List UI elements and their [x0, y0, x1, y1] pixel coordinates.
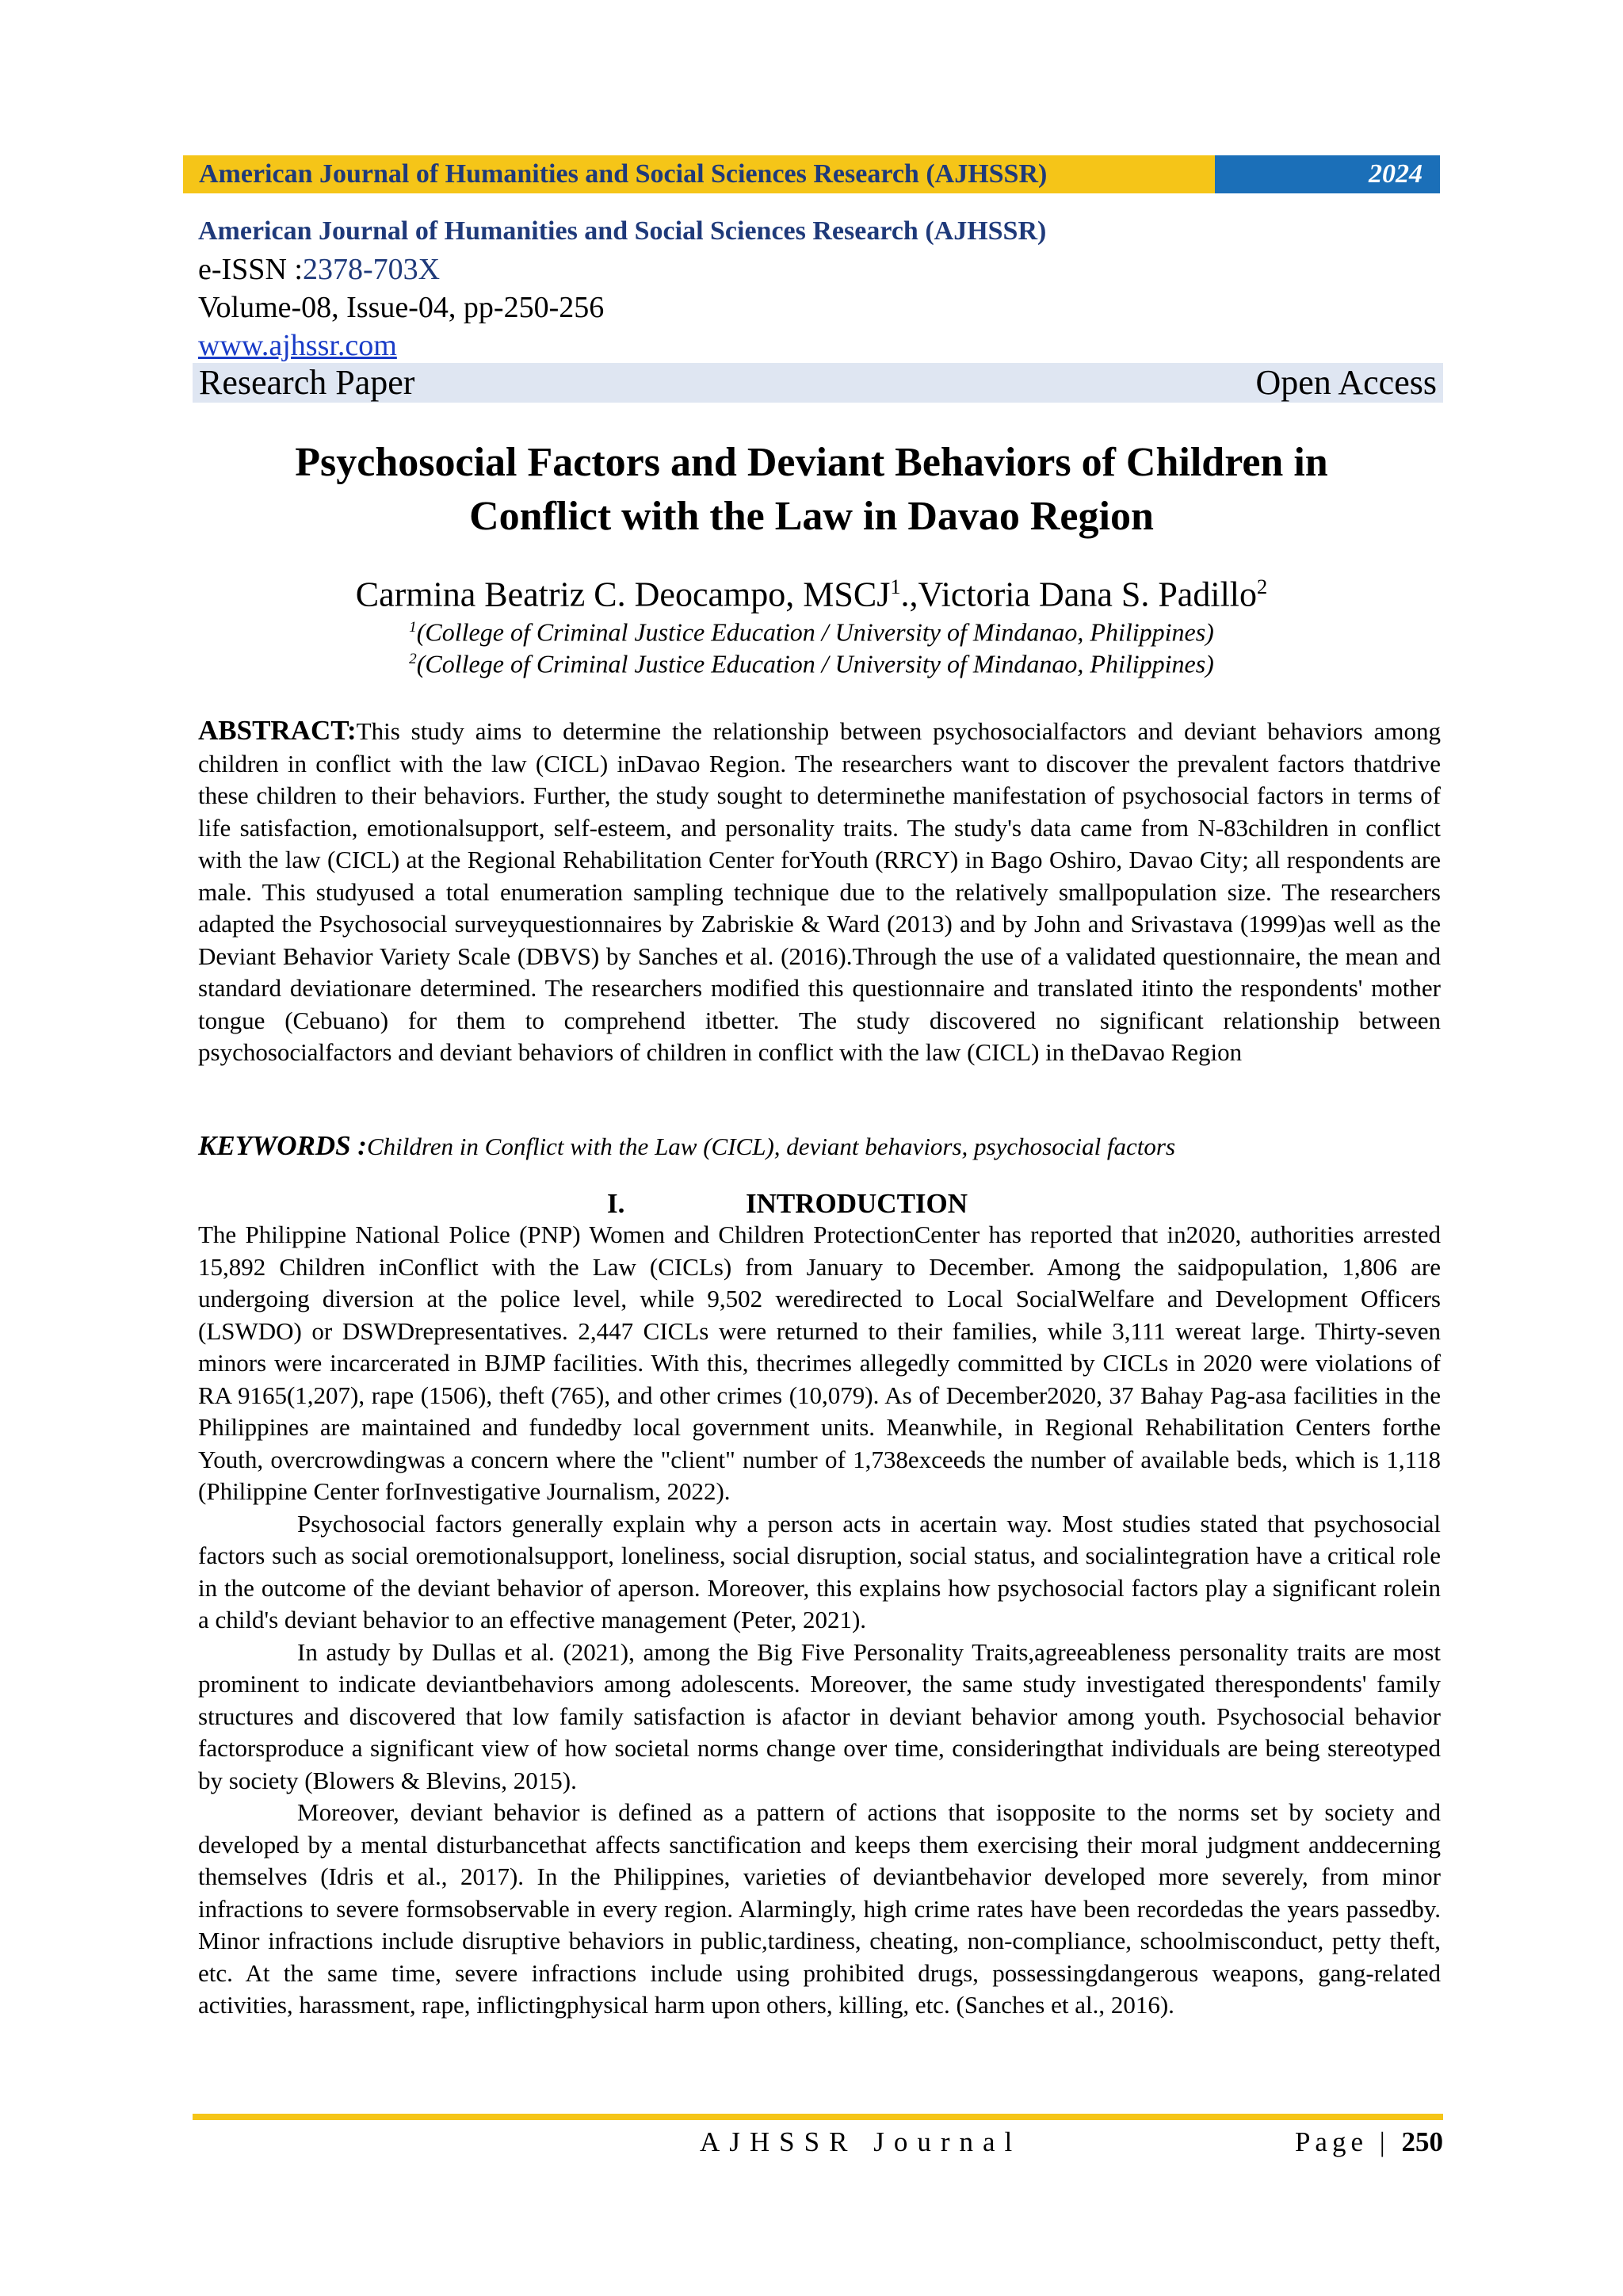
footer-page-label: Page | [1294, 2126, 1390, 2157]
paper-type: Research Paper [199, 363, 415, 402]
affiliation-1 [183, 612, 1440, 648]
footer-journal: AJHSSR Journal [700, 2126, 1022, 2157]
affiliation-2 [183, 644, 1440, 680]
meta-journal-name: American Journal of Humanities and Social Sciences Research (AJHSSR) [198, 216, 1047, 246]
header-journal-name: American Journal of Humanities and Social Sciences Research (AJHSSR) [183, 155, 1215, 193]
affiliation-1-text: (College of Criminal Justice Education / University of Mindanao, Philippines) [416, 617, 1214, 647]
section-heading [183, 1187, 1440, 1221]
keywords [198, 1130, 1441, 1163]
author-list [183, 564, 1440, 617]
website-link[interactable]: www.ajhssr.com [198, 329, 397, 362]
footer-divider [193, 2114, 1443, 2120]
author-1: Carmina Beatriz C. Deocampo, MSCJ [355, 575, 891, 614]
eissn-value: 2378-703X [302, 253, 441, 286]
paragraph-4: Moreover, deviant behavior is defined as a pattern of actions that isopposite to the norms set by society and developed by a mental disturbancethat affects sanctification and keeps them exercising their moral judgment anddecerning themselves (Idris et al., 2017). In the Philippines, varieties of deviantbehavior developed more severely, from minor infractions to severe formsobservable in every region. Alarmingly, high crime rates have been recordedas the years passedby. Minor infractions include disruptive behaviors in public,tardiness, cheating, non-compliance, schoolmisconduct, petty theft, etc. At the same time, severe infractions include using prohibited drugs, possessingdangerous weapons, gang-related activities, harassment, rape, inflictingphysical harm upon others, killing, etc. (Sanches et al., 2016). [198, 1798, 1441, 2019]
keywords-text: Children in Conflict with the Law (CICL), deviant behaviors, psychosocial factors [366, 1133, 1176, 1160]
title-line-1: Psychosocial Factors and Deviant Behaviors of Children in [295, 440, 1328, 485]
affiliation-2-text: (College of Criminal Justice Education / University of Mindanao, Philippines) [416, 649, 1214, 678]
author-2-superscript: 2 [1257, 575, 1268, 598]
paragraph-2: Psychosocial factors generally explain why a person acts in acertain way. Most studies stated that psychosocial factors such as social oremotionalsupport, loneliness, social disruption, social status, and socialintegration have a critical role in the outcome of the deviant behavior of aperson. Moreover, this explains how psychosocial factors play a significant rolein a child's deviant behavior to an effective management (Peter, 2021). [198, 1509, 1441, 1633]
eissn-label: e-ISSN : [198, 253, 303, 286]
paper-title [183, 436, 1440, 544]
abstract [198, 715, 1441, 1069]
keywords-label: KEYWORDS : [198, 1130, 367, 1161]
section-number: I. [607, 1188, 625, 1219]
title-line-2: Conflict with the Law in Davao Region [469, 494, 1154, 539]
affiliation-1-superscript: 1 [409, 619, 417, 636]
journal-meta [198, 212, 1442, 365]
volume-line: Volume-08, Issue-04, pp-250-256 [198, 291, 605, 324]
eissn-line [198, 250, 1442, 288]
paragraph-3: In astudy by Dullas et al. (2021), among the Big Five Personality Traits,agreeableness personality traits are most prominent to indicate deviantbehaviors among adolescents. Moreover, the same study investigated therespondents' family structures and discovered that low family satisfaction is afactor in deviant behavior among youth. Psychosocial behavior factorsproduce a significant view of how societal norms change over time, consideringthat individuals are being stereotyped by society (Blowers & Blevins, 2015). [198, 1637, 1441, 1794]
paragraph-1: The Philippine National Police (PNP) Women and Children ProtectionCenter has reported that in2020, authorities arrested 15,892 Children inConflict with the Law (CICLs) from January to December. Among the saidpopulation, 1,806 are undergoing diversion at the police level, while 9,502 weredirected to Local SocialWelfare and Development Officers (LSWDO) or DSWDrepresentatives. 2,447 CICLs were returned to their families, while 3,111 wereat large. Thirty-seven minors were incarcerated in BJMP facilities. With this, thecrimes allegedly committed by CICLs in 2020 were violations of RA 9165(1,207), rape (1506), theft (765), and other crimes (10,079). As of December2020, 37 Bahay Pag-asa facilities in the Philippines are maintained and fundedby local government units. Meanwhile, in Regional Rehabilitation Centers forthe Youth, overcrowdingwas a concern where the "client" number of 1,738exceeds the number of available beds, which is 1,118 (Philippine Center forInvestigative Journalism, 2022). [198, 1221, 1441, 1505]
footer-page [1295, 2124, 1443, 2160]
header-year: 2024 [1215, 155, 1440, 193]
abstract-text: This study aims to determine the relationship between psychosocialfactors and deviant behaviors among children in conflict with the law (CICL) inDavao Region. The researchers want to discover the prevalent factors thatdrive these children to their behaviors. Further, the study sought to determinethe manifestation of psychosocial factors in terms of life satisfaction, emotionalsupport, self-esteem, and personality traits. The study's data came from N-83children in conflict with the law (CICL) at the Regional Rehabilitation Center forYouth (RRCY) in Bago Oshiro, Davao City; all respondents are male. This studyused a total enumeration sampling technique due to the relatively smallpopulation size. The researchers adapted the Psychosocial surveyquestionnaires by Zabriskie & Ward (2013) and by John and Srivastava (1999)as well as the Deviant Behavior Variety Scale (DBVS) by Sanches et al. (2016).Through the use of a validated questionnaire, the mean and standard deviationare determined. The researchers modified this questionnaire and translated itinto the respondents' mother tongue (Cebuano) for them to comprehend itbetter. The study discovered no significant relationship between psychosocialfactors and deviant behaviors of children in conflict with the law (CICL) in theDavao Region [198, 717, 1441, 1066]
author-separator: ., [900, 575, 918, 614]
journal-header-band [183, 155, 1440, 193]
page-footer [193, 2124, 1443, 2160]
affiliation-2-superscript: 2 [409, 651, 417, 667]
access-type: Open Access [1255, 363, 1437, 402]
paper-type-band [193, 363, 1443, 403]
abstract-label: ABSTRACT: [198, 715, 357, 746]
footer-page-number: 250 [1401, 2126, 1443, 2157]
introduction-body [198, 1219, 1441, 2022]
section-title: INTRODUCTION [746, 1188, 968, 1219]
author-2: Victoria Dana S. Padillo [918, 575, 1258, 614]
author-1-superscript: 1 [890, 575, 901, 598]
